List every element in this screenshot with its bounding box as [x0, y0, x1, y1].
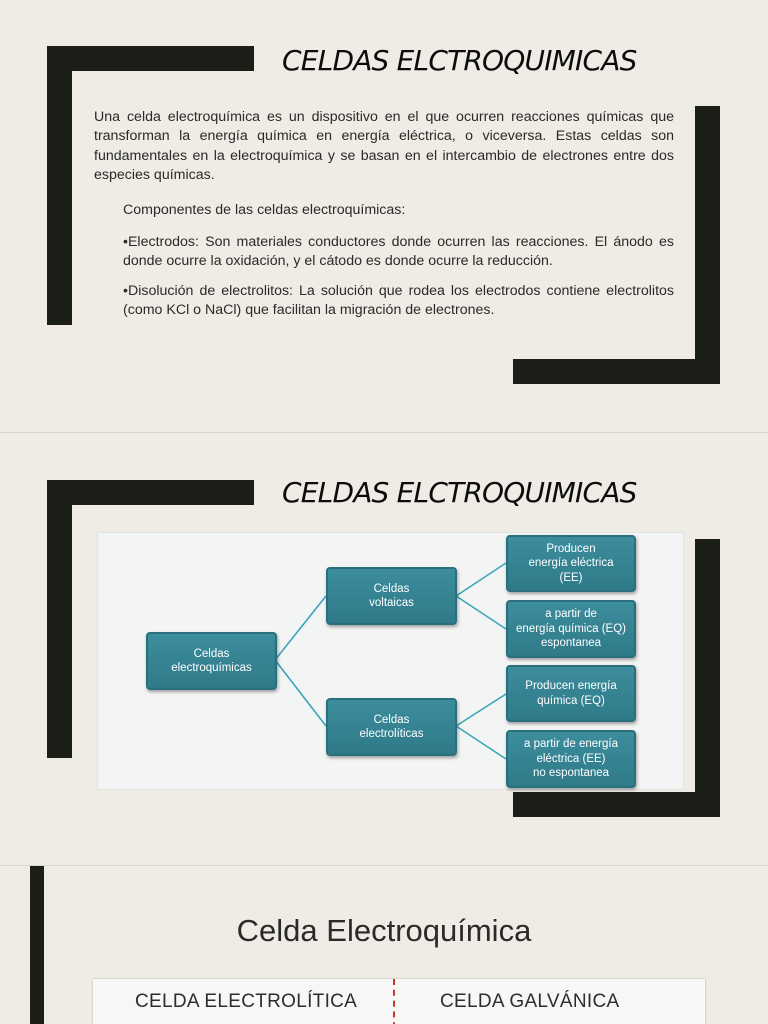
connector-electrolytic-1 — [456, 694, 506, 726]
frame-bar-left — [47, 480, 72, 758]
comparison-table — [93, 979, 705, 1024]
header-celda-galvanica: CELDA GALVÁNICA — [440, 991, 620, 1012]
slide-title: CELDAS ELCTROQUIMICAS — [282, 44, 637, 77]
frame-bar-bottom — [513, 792, 720, 817]
frame-bar-right — [695, 106, 720, 384]
bullet-electrolytes: •Disolución de electrolitos: La solución que rodea los electrodos contiene electrolitos (como KCl o NaCl) que facilitan la migración de electrones. — [123, 283, 674, 319]
box-celdas-electroliticas: Celdas electrolíticas — [326, 698, 457, 756]
frame-bar-top — [47, 46, 254, 71]
slide-2 — [0, 433, 768, 865]
box-celdas-voltaicas: Celdas voltaicas — [326, 567, 457, 625]
connector-root-voltaic — [275, 596, 326, 660]
header-celda-electrolitica: CELDA ELECTROLÍTICA — [135, 991, 358, 1012]
connector-voltaic-1 — [456, 563, 506, 596]
frame-bar-right — [695, 539, 720, 817]
intro-paragraph: Una celda electroquímica es un dispositivo en el que ocurren reacciones químicas que transforman la energía química en energía eléctrica, o viceversa. Estas celdas son fundamentales en la electroquímica y se basan en el intercambio de electrones entre dos especies químicas. — [94, 109, 674, 183]
slide-title: CELDAS ELCTROQUIMICAS — [282, 476, 637, 509]
connector-voltaic-2 — [456, 596, 506, 629]
slide-1 — [0, 0, 768, 432]
slide-title: Celda Electroquímica — [236, 913, 532, 948]
components-title: Componentes de las celdas electroquímicas: — [123, 202, 406, 218]
slide-3 — [0, 866, 768, 1024]
box-a-partir-eq: a partir de energía química (EQ) espontanea — [506, 600, 636, 658]
connector-electrolytic-2 — [456, 726, 506, 759]
box-producen-eq: Producen energía química (EQ) — [506, 665, 636, 722]
connector-root-electrolytic — [275, 660, 326, 726]
box-a-partir-ee: a partir de energía eléctrica (EE) no espontanea — [506, 730, 636, 788]
frame-bar-bottom — [513, 359, 720, 384]
frame-bar-left — [47, 46, 72, 325]
box-celdas-electroquimicas: Celdas electroquímicas — [146, 632, 277, 690]
cell-types-diagram — [97, 532, 684, 790]
bullet-electrodes: •Electrodos: Son materiales conductores donde ocurren las reacciones. El ánodo es donde ocurre la oxidación, y el cátodo es donde ocurre la reducción. — [123, 234, 674, 270]
table-divider — [393, 979, 395, 1024]
frame-bar-top — [47, 480, 254, 505]
box-producen-ee: Producen energía eléctrica (EE) — [506, 535, 636, 592]
